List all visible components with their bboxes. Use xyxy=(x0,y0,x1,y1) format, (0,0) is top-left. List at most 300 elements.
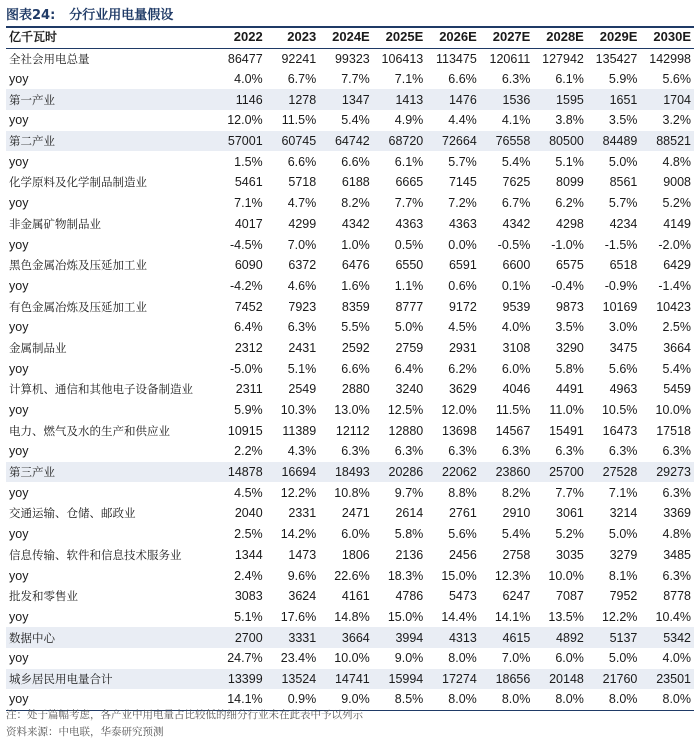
table-cell: 8777 xyxy=(395,299,424,314)
table-cell: 142998 xyxy=(649,51,691,66)
table-cell: 3624 xyxy=(288,589,317,604)
table-cell: 84489 xyxy=(587,131,641,152)
table-cell: 2.2% xyxy=(234,444,263,459)
table-cell: 2614 xyxy=(395,506,424,521)
table-cell: 15491 xyxy=(549,423,584,438)
table-row xyxy=(6,69,694,90)
table-cell: -1.0% xyxy=(551,237,584,252)
table-cell: 10169 xyxy=(602,299,638,314)
table-cell: 57001 xyxy=(212,131,266,152)
table-cell: 12.2% xyxy=(280,485,317,500)
year-header: 2022 xyxy=(212,26,266,48)
table-cell: 5.4% xyxy=(341,113,370,128)
table-cell: 5.6% xyxy=(608,361,638,376)
table-row xyxy=(6,358,694,379)
table-cell: 7.7% xyxy=(341,72,370,87)
table-cell: 14.1% xyxy=(212,689,266,710)
row-label: 交通运输、仓储、邮政业 xyxy=(9,506,136,521)
table-cell: 5.7% xyxy=(608,196,638,211)
row-label: yoy xyxy=(9,609,29,624)
row-label: 全社会用电总量 xyxy=(9,51,90,66)
table-cell: 14.1% xyxy=(494,609,531,624)
table-cell: 27528 xyxy=(587,462,641,483)
table-cell: 0.5% xyxy=(394,237,424,252)
table-cell: 20286 xyxy=(373,462,427,483)
table-cell: 7.2% xyxy=(448,196,477,211)
table-row xyxy=(6,317,694,338)
table-cell: 8359 xyxy=(341,299,370,314)
row-label: yoy xyxy=(9,651,29,666)
table-cell: 12.0% xyxy=(227,113,263,128)
table-cell: 4363 xyxy=(395,216,424,231)
table-cell: 2311 xyxy=(235,382,263,397)
table-cell: 8.8% xyxy=(448,485,477,500)
table-cell: 13.0% xyxy=(334,403,370,418)
table-cell: 15.0% xyxy=(387,609,424,624)
table-cell: 3485 xyxy=(663,547,691,562)
table-cell: 9008 xyxy=(663,175,691,190)
table-cell: 1.0% xyxy=(341,237,370,252)
table-cell: 3290 xyxy=(556,340,584,355)
table-cell: 1.6% xyxy=(341,278,370,293)
table-cell: 2910 xyxy=(502,506,531,521)
row-label: yoy xyxy=(9,278,29,293)
table-row xyxy=(6,110,694,131)
table-cell: 3.8% xyxy=(555,113,584,128)
table-cell: 9.0% xyxy=(319,689,373,710)
table-cell: 120611 xyxy=(489,51,531,66)
table-cell: 2.4% xyxy=(234,568,263,583)
table-cell: 5461 xyxy=(234,175,263,190)
row-label: 金属制品业 xyxy=(9,340,67,355)
table-cell: 135427 xyxy=(595,51,638,66)
table-cell: -5.0% xyxy=(230,361,263,376)
table-cell: 4892 xyxy=(533,627,587,648)
table-cell: 15.0% xyxy=(441,568,477,583)
table-cell: 14741 xyxy=(319,669,373,690)
table-cell: 5.6% xyxy=(448,527,477,542)
table-cell: 4.8% xyxy=(662,154,691,169)
table-cell: 6665 xyxy=(395,175,424,190)
table-cell: 6.3% xyxy=(555,444,584,459)
table-cell: 6.6% xyxy=(287,154,317,169)
table-cell: 1.5% xyxy=(234,154,263,169)
table-cell: 23501 xyxy=(640,669,694,690)
table-cell: 3240 xyxy=(395,382,424,397)
table-cell: 7923 xyxy=(288,299,317,314)
notes-block xyxy=(6,707,694,741)
table-row xyxy=(6,482,694,503)
table-cell: 4786 xyxy=(395,589,424,604)
table-cell: 7145 xyxy=(448,175,477,190)
figure-number: 图表24: xyxy=(6,7,56,23)
table-cell: 13698 xyxy=(442,423,477,438)
table-cell: 11.0% xyxy=(549,403,584,418)
table-cell: 4342 xyxy=(502,216,531,231)
table-cell: 16694 xyxy=(266,462,320,483)
table-cell: 68720 xyxy=(373,131,427,152)
table-cell: 17518 xyxy=(656,423,691,438)
table-cell: 6.3% xyxy=(662,444,691,459)
table-cell: 5.9% xyxy=(608,72,638,87)
table-cell: 5.2% xyxy=(555,527,584,542)
table-cell: -0.4% xyxy=(551,278,584,293)
table-cell: 12.0% xyxy=(441,403,477,418)
table-cell: 5.0% xyxy=(608,651,638,666)
row-label: 第一产业 xyxy=(6,89,212,110)
table-cell: 0.6% xyxy=(448,278,477,293)
figure-title-bar xyxy=(6,0,694,28)
table-cell: 8.0% xyxy=(480,689,534,710)
table-cell: 4.3% xyxy=(287,444,317,459)
table-cell: 6247 xyxy=(502,589,531,604)
footnote: 注：处于篇幅考虑，各产业中用电量占比较低的细分行业未在此表中予以列示 xyxy=(6,709,363,721)
table-cell: 16473 xyxy=(602,423,638,438)
table-cell: 4.5% xyxy=(448,320,477,335)
table-cell: 1536 xyxy=(480,89,534,110)
table-cell: 92241 xyxy=(281,51,317,66)
table-cell: 2.5% xyxy=(662,320,691,335)
table-cell: 3.2% xyxy=(662,113,691,128)
table-cell: 29273 xyxy=(640,462,694,483)
table-cell: 6600 xyxy=(502,258,531,273)
table-cell: 6.7% xyxy=(287,72,317,87)
table-cell: 12.5% xyxy=(387,403,424,418)
table-cell: 14.8% xyxy=(334,609,370,624)
table-row xyxy=(6,234,694,255)
table-cell: 2471 xyxy=(341,506,370,521)
table-cell: 2456 xyxy=(448,547,477,562)
table-cell: 11389 xyxy=(282,423,317,438)
table-cell: 1651 xyxy=(587,89,641,110)
table-row xyxy=(6,89,694,110)
year-header: 2029E xyxy=(587,26,641,48)
year-header: 2028E xyxy=(533,26,587,48)
table-row xyxy=(6,462,694,483)
table-cell: 3108 xyxy=(502,340,531,355)
table-cell: 1146 xyxy=(212,89,266,110)
table-cell: 10.0% xyxy=(334,651,370,666)
table-row xyxy=(6,648,694,669)
table-cell: 3331 xyxy=(266,627,320,648)
table-cell: 17274 xyxy=(426,669,480,690)
table-cell: 8099 xyxy=(556,175,584,190)
table-cell: 7.0% xyxy=(287,237,317,252)
table-cell: 18.3% xyxy=(387,568,424,583)
table-cell: 11.5% xyxy=(495,403,531,418)
table-cell: 12112 xyxy=(335,423,370,438)
table-cell: 5.7% xyxy=(448,154,477,169)
table-cell: 24.7% xyxy=(227,651,263,666)
table-cell: -0.9% xyxy=(604,278,638,293)
table-cell: 9539 xyxy=(502,299,531,314)
table-cell: 4313 xyxy=(426,627,480,648)
table-cell: 3475 xyxy=(609,340,638,355)
row-label: yoy xyxy=(9,320,29,335)
table-cell: 4161 xyxy=(341,589,370,604)
table-cell: 2431 xyxy=(288,340,317,355)
table-cell: 13524 xyxy=(266,669,320,690)
table-cell: 8.1% xyxy=(608,568,638,583)
table-cell: 5473 xyxy=(448,589,477,604)
table-cell: 6.3% xyxy=(394,444,424,459)
table-cell: 3664 xyxy=(663,340,691,355)
row-label: 信息传输、软件和信息技术服务业 xyxy=(9,547,182,562)
table-cell: 6.2% xyxy=(448,361,477,376)
table-cell: 1704 xyxy=(640,89,694,110)
row-label: yoy xyxy=(9,403,29,418)
table-row xyxy=(6,131,694,152)
table-cell: 23.4% xyxy=(280,651,317,666)
row-label: 电力、燃气及水的生产和供应业 xyxy=(9,423,170,438)
table-header-row xyxy=(6,26,694,48)
table-cell: 6372 xyxy=(288,258,317,273)
table-cell: 5342 xyxy=(640,627,694,648)
table-cell: 64742 xyxy=(319,131,373,152)
table-row xyxy=(6,627,694,648)
table-cell: 6476 xyxy=(341,258,370,273)
table-cell: 6.2% xyxy=(555,196,584,211)
table-cell: 4963 xyxy=(609,382,638,397)
table-cell: 10.3% xyxy=(280,403,317,418)
row-label: 数据中心 xyxy=(6,627,212,648)
figure-title: 分行业用电量假设 xyxy=(69,7,174,23)
table-cell: 1.1% xyxy=(394,278,424,293)
table-cell: 6.0% xyxy=(341,527,370,542)
table-cell: 4.5% xyxy=(234,485,263,500)
table-cell: 6591 xyxy=(448,258,477,273)
year-header: 2027E xyxy=(480,26,534,48)
table-cell: 7.1% xyxy=(608,485,638,500)
table-cell: 10.5% xyxy=(601,403,638,418)
table-cell: 6.3% xyxy=(501,444,531,459)
table-cell: 4234 xyxy=(609,216,638,231)
table-cell: 4.0% xyxy=(234,72,263,87)
row-label: 批发和零售业 xyxy=(9,589,78,604)
row-label: yoy xyxy=(9,72,29,87)
table-cell: 18493 xyxy=(319,462,373,483)
table-cell: 7625 xyxy=(502,175,531,190)
table-cell: 127942 xyxy=(542,51,584,66)
table-cell: 6.3% xyxy=(662,568,691,583)
table-cell: -1.4% xyxy=(658,278,691,293)
table-cell: 0.9% xyxy=(266,689,320,710)
table-row xyxy=(6,669,694,690)
table-cell: 88521 xyxy=(640,131,694,152)
table-cell: 10.0% xyxy=(655,403,691,418)
table-cell: 2331 xyxy=(288,506,317,521)
table-cell: 4.4% xyxy=(448,113,477,128)
table-cell: 1278 xyxy=(266,89,320,110)
table-row xyxy=(6,441,694,462)
table-cell: 5718 xyxy=(288,175,317,190)
table-cell: 6.3% xyxy=(662,485,691,500)
table-cell: 5.1% xyxy=(555,154,584,169)
table-cell: -4.2% xyxy=(230,278,263,293)
source-note: 资料来源：中电联，华泰研究预测 xyxy=(6,726,164,738)
table-cell: 13.5% xyxy=(548,609,584,624)
table-cell: 1473 xyxy=(288,547,317,562)
table-cell: -2.0% xyxy=(658,237,691,252)
table-cell: 6.3% xyxy=(501,72,531,87)
table-cell: 10423 xyxy=(656,299,691,314)
table-cell: 4615 xyxy=(480,627,534,648)
table-cell: 7.7% xyxy=(394,196,424,211)
table-cell: 7087 xyxy=(556,589,584,604)
table-cell: 6429 xyxy=(663,258,691,273)
table-cell: 8778 xyxy=(663,589,691,604)
table-cell: 6.4% xyxy=(394,361,424,376)
table-cell: 0.1% xyxy=(501,278,531,293)
unit-header: 亿千瓦时 xyxy=(6,26,212,48)
table-cell: 4149 xyxy=(663,216,691,231)
table-cell: 1413 xyxy=(373,89,427,110)
table-cell: 86477 xyxy=(227,51,263,66)
table-cell: 6.0% xyxy=(555,651,584,666)
table-cell: 6.4% xyxy=(234,320,263,335)
table-row xyxy=(6,193,694,214)
table-cell: 7.1% xyxy=(394,72,424,87)
table-cell: 7952 xyxy=(609,589,638,604)
table-row xyxy=(6,586,694,607)
table-cell: 5.9% xyxy=(234,403,263,418)
row-label: yoy xyxy=(9,196,29,211)
table-cell: 5137 xyxy=(587,627,641,648)
table-cell: -0.5% xyxy=(497,237,531,252)
table-cell: 2759 xyxy=(395,340,424,355)
table-cell: 2.5% xyxy=(234,527,263,542)
table-cell: 6.1% xyxy=(394,154,424,169)
table-cell: 5.8% xyxy=(555,361,584,376)
table-cell: 6.0% xyxy=(501,361,531,376)
table-cell: 6.6% xyxy=(448,72,477,87)
table-row xyxy=(6,296,694,317)
row-label: yoy xyxy=(9,444,29,459)
table-cell: 4.8% xyxy=(662,527,691,542)
table-cell: 10915 xyxy=(227,423,263,438)
row-label: 黑色金属冶炼及压延加工业 xyxy=(9,258,147,273)
table-cell: 2931 xyxy=(448,340,477,355)
table-row xyxy=(6,524,694,545)
table-cell: 106413 xyxy=(381,51,424,66)
table-row xyxy=(6,172,694,193)
electricity-assumption-table xyxy=(6,26,694,711)
year-header: 2025E xyxy=(373,26,427,48)
table-cell: 5.1% xyxy=(234,609,263,624)
table-cell: 3214 xyxy=(609,506,638,521)
table-cell: 5.6% xyxy=(662,72,691,87)
table-cell: 10.8% xyxy=(334,485,370,500)
table-row xyxy=(6,48,694,69)
table-cell: 20148 xyxy=(533,669,587,690)
table-cell: 2549 xyxy=(288,382,317,397)
table-cell: 5459 xyxy=(663,382,691,397)
table-cell: 5.2% xyxy=(662,196,691,211)
table-cell: 60745 xyxy=(266,131,320,152)
table-cell: 5.8% xyxy=(394,527,424,542)
row-label: 第三产业 xyxy=(6,462,212,483)
row-label: 第二产业 xyxy=(6,131,212,152)
year-header: 2023 xyxy=(266,26,320,48)
table-row xyxy=(6,379,694,400)
table-cell: 4.0% xyxy=(501,320,531,335)
table-cell: 4491 xyxy=(556,382,584,397)
table-cell: 14878 xyxy=(212,462,266,483)
table-cell: 12.3% xyxy=(494,568,531,583)
row-label: 化学原料及化学制品制造业 xyxy=(9,175,147,190)
table-row xyxy=(6,276,694,297)
row-label: 非金属矿物制品业 xyxy=(9,216,101,231)
table-cell: 7.1% xyxy=(234,196,263,211)
table-cell: 99323 xyxy=(334,51,370,66)
table-cell: 4.1% xyxy=(501,113,531,128)
table-cell: 9873 xyxy=(556,299,584,314)
year-header: 2030E xyxy=(640,26,694,48)
table-cell: 8.0% xyxy=(533,689,587,710)
table-row xyxy=(6,607,694,628)
table-cell: 3994 xyxy=(373,627,427,648)
table-cell: 8.0% xyxy=(426,689,480,710)
table-cell: 25700 xyxy=(533,462,587,483)
table-cell: 2880 xyxy=(341,382,370,397)
row-label: 有色金属冶炼及压延加工业 xyxy=(9,299,147,314)
table-cell: 5.4% xyxy=(662,361,691,376)
table-cell: 3083 xyxy=(234,589,263,604)
table-cell: 4342 xyxy=(341,216,370,231)
table-cell: 23860 xyxy=(480,462,534,483)
row-label: 城乡居民用电量合计 xyxy=(6,669,212,690)
row-label: yoy xyxy=(9,527,29,542)
table-cell: 5.4% xyxy=(501,154,531,169)
table-row xyxy=(6,400,694,421)
table-cell: 6.3% xyxy=(341,444,370,459)
table-cell: 80500 xyxy=(533,131,587,152)
table-row xyxy=(6,255,694,276)
table-cell: 18656 xyxy=(480,669,534,690)
table-cell: 5.5% xyxy=(341,320,370,335)
table-cell: 1344 xyxy=(234,547,263,562)
row-label: yoy xyxy=(9,237,29,252)
table-cell: -4.5% xyxy=(230,237,263,252)
table-cell: 9.0% xyxy=(394,651,424,666)
table-cell: 4017 xyxy=(234,216,263,231)
table-cell: 0.0% xyxy=(448,237,477,252)
row-label: yoy xyxy=(9,154,29,169)
table-cell: 8.0% xyxy=(587,689,641,710)
table-cell: 3.0% xyxy=(608,320,638,335)
table-cell: 2700 xyxy=(212,627,266,648)
table-cell: 2592 xyxy=(341,340,370,355)
table-row xyxy=(6,338,694,359)
table-cell: 8.2% xyxy=(501,485,531,500)
table-cell: 4046 xyxy=(502,382,531,397)
table-cell: 1595 xyxy=(533,89,587,110)
table-cell: 2761 xyxy=(448,506,477,521)
row-label: yoy xyxy=(9,485,29,500)
table-cell: 14567 xyxy=(495,423,531,438)
table-cell: 15994 xyxy=(373,669,427,690)
table-cell: 17.6% xyxy=(280,609,317,624)
table-cell: 5.0% xyxy=(608,527,638,542)
table-cell: 6.6% xyxy=(341,361,370,376)
table-cell: 6518 xyxy=(609,258,638,273)
row-label: 计算机、通信和其他电子设备制造业 xyxy=(9,382,193,397)
table-cell: 8561 xyxy=(609,175,638,190)
table-cell: 14.2% xyxy=(280,527,317,542)
table-cell: 6188 xyxy=(341,175,370,190)
table-cell: 4.0% xyxy=(662,651,691,666)
table-cell: 6.3% xyxy=(608,444,638,459)
